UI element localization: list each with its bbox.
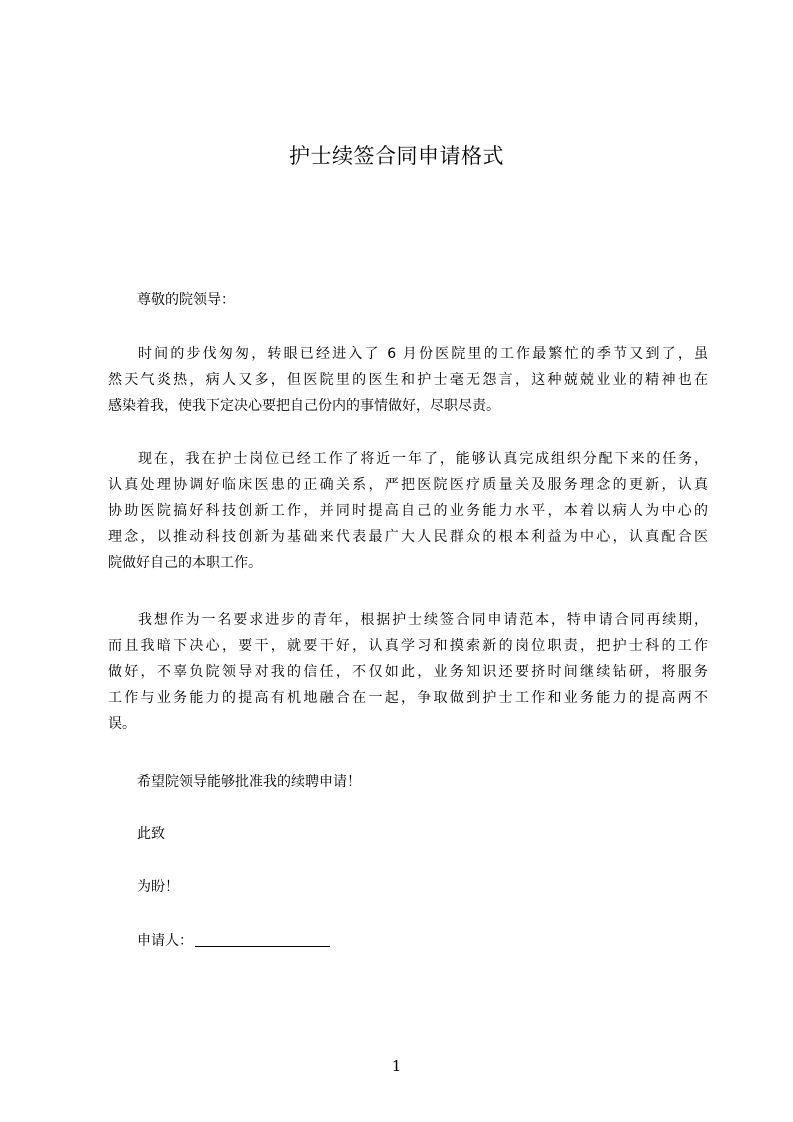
closing-wish: 希望院领导能够批准我的续聘申请！ <box>137 774 361 790</box>
respect-line: 为盼！ <box>137 879 179 895</box>
signature-blank <box>195 931 330 947</box>
paragraph-2-line: 认真处理协调好临床医患的正确关系，严把医院医疗质量关及服务理念的更新，认真 <box>108 477 708 493</box>
page-number: 1 <box>391 1057 402 1075</box>
applicant-signature-line <box>137 931 330 951</box>
regards: 此致 <box>137 826 165 842</box>
paragraph-3-line: 误。 <box>108 716 136 732</box>
paragraph-1-line: 时间的步伐匆匆，转眼已经进入了 6 月份医院里的工作最繁忙的季节又到了，虽 <box>138 346 708 362</box>
paragraph-1-line: 然天气炎热，病人又多，但医院里的医生和护士毫无怨言，这种兢兢业业的精神也在 <box>108 372 708 388</box>
paragraph-2-line: 现在，我在护士岗位已经工作了将近一年了，能够认真完成组织分配下来的任务， <box>138 451 708 467</box>
paragraph-2 <box>108 446 708 576</box>
paragraph-2-line: 院做好自己的本职工作。 <box>108 555 262 571</box>
paragraph-3-line: 做好，不辜负院领导对我的信任，不仅如此，业务知识还要挤时间继续钻研，将服务 <box>108 664 708 680</box>
paragraph-3-line: 工作与业务能力的提高有机地融合在一起，争取做到护士工作和业务能力的提高两不 <box>108 690 708 706</box>
paragraph-3-line: 而且我暗下决心，要干，就要干好，认真学习和摸索新的岗位职责，把护士科的工作 <box>108 638 708 654</box>
paragraph-2-line: 理念，以推动科技创新为基础来代表最广大人民群众的根本利益为中心，认真配合医 <box>108 529 708 545</box>
paragraph-3-line: 我想作为一名要求进步的青年，根据护士续签合同申请范本，特申请合同再续期， <box>138 612 708 628</box>
paragraph-2-line: 协助医院搞好科技创新工作，并同时提高自己的业务能力水平，本着以病人为中心的 <box>108 503 708 519</box>
paragraph-1-line: 感染着我，使我下定决心要把自己份内的事情做好，尽职尽责。 <box>108 398 500 414</box>
paragraph-1 <box>108 341 708 419</box>
salutation: 尊敬的院领导： <box>137 292 235 308</box>
document-title: 护士续签合同申请格式 <box>289 144 504 168</box>
paragraph-3 <box>108 607 708 737</box>
applicant-label: 申请人： <box>137 933 193 949</box>
